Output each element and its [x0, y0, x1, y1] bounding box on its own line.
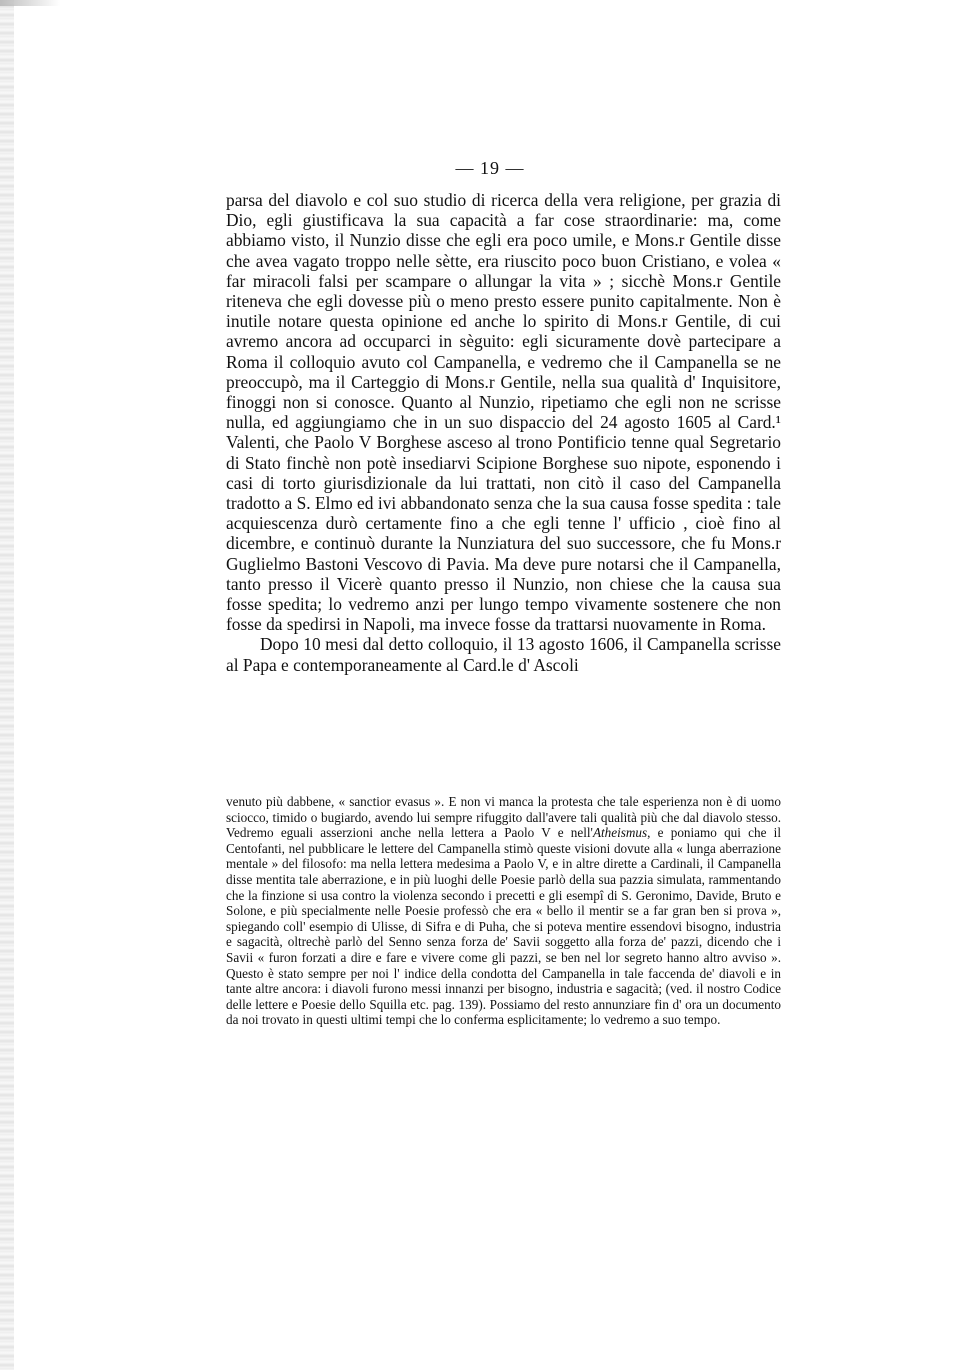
- footnote-paragraph: [226, 794, 781, 1028]
- footnote-text: , e poniamo qui che il Centofanti, nel pubblicare le lettere del Campanella stimò queste visioni dovute alla « lunga aberrazione mentale » del filosofo: ma nella lettera medesima a Paolo V, e in altre dirette a Cardinali, il Campanella disse mentita tale aberrazione, e in più luoghi delle Poesie parlò della sua pazzia simulata, rammentando che la finzione si usa contro la violenza secondo i precetti e gli esempî di S. Geronimo, Davide, Bruto e Solone, e più specialmente nelle Poesie professò che era « bello il mentir se a far gran ben si prova », spiegando coll' esempio di Ulisse, di Sifra e di Puha, che si poteva mentire essendovi bisogno, industria e sagacità, oltrechè parlò del Senno senza forza de' Savii soggetto alla forza de' pazzi, dicendo che i Savii « furon forzati a dire e fare e vivere come gli pazzi, se ben nel lor segreto hanno altro avviso ». Questo è stato sempre per noi l' indice della condotta del Campanella in tale faccenda de' diavoli e in tante altre ancora: i diavoli furono messi innanzi per bisogno, industria e sagacità; (ved. il nostro Codice delle lettere e Poesie dello Squilla etc. pag. 139). Possiamo del resto annunziare fin d' ora un documento da noi trovato in questi ultimi tempi che lo conferma esplicitamente; lo vedremo a suo tempo.: [226, 825, 781, 1028]
- footnote-text: venuto più dabbene, « sanctior evasus ». E non vi manca la protesta che tale esperienza non è di uomo sciocco, timido o bugiardo, avendo lui sempre rifuggito dall'avere tali qualità più che dal diavolo stesso. Vedremo eguali asserzioni anche nella lettera a Paolo V e nell': [226, 794, 781, 841]
- page-corner-mark: [0, 0, 60, 6]
- page-number: — 19 —: [455, 158, 525, 178]
- body-paragraph: Dopo 10 mesi dal detto colloquio, il 13 agosto 1606, il Campanella scrisse al Papa e contemporaneamente al Card.le d' Ascoli: [226, 634, 781, 675]
- footnote: [226, 794, 781, 1028]
- body-paragraph: parsa del diavolo e col suo studio di ricerca della vera religione, per grazia di Dio, egli giustificava la sua capacità a far cose straordinarie: ma, come abbiamo visto, il Nunzio disse che egli era poco umile, e Mons.r Gentile disse che avea vagato troppo nelle sètte, era riuscito poco buon Cristiano, e volea « far miracoli falsi per scampare o allungar la vita » ; sicchè Mons.r Gentile riteneva che egli dovesse più o meno presto essere punito capitalmente. Non è inutile notare questa opinione ed anche lo spirito di Mons.r Gentile, di cui avremo ancora ad occuparci in sèguito: egli sicuramente dovè partecipare a Roma il colloquio avuto col Campanella, e vedremo che il Campanella se ne preoccupò, ma il Carteggio di Mons.r Gentile, nella sua qualità d' Inquisitore, finoggi non si conosce. Quanto al Nunzio, ripetiamo che egli non ne scrisse nulla, ed aggiungiamo che in un suo dispaccio del 24 agosto 1605 al Card.¹ Valenti, che Paolo V Borghese asceso al trono Pontificio tenne qual Segretario di Stato finchè non potè insediarvi Scipione Borghese suo nipote, esponendo i casi di torto giurisdizionale da lui trattati, non citò il caso del Campanella tradotto a S. Elmo ed ivi abbandonato senza che la sua causa fosse spedita : tale acquiescenza durò certamente fino a che egli tenne l' ufficio , cioè fino al dicembre, e continuò durante la Nunziatura del suo successore, che fu Mons.r Guglielmo Bastoni Vescovo di Pavia. Ma deve pure notarsi che il Campanella, tanto presso il Vicerè quanto presso il Nunzio, non chiese che la causa sua fosse spedita; lo vedremo anzi per lungo tempo vivamente sostenere che non fosse da spedirsi in Napoli, ma invece fosse da trattarsi nuovamente in Roma.: [226, 190, 781, 635]
- footnote-italic-title: Atheismus: [592, 825, 648, 841]
- main-text: [226, 190, 781, 675]
- page-spine-shadow: [0, 0, 14, 1370]
